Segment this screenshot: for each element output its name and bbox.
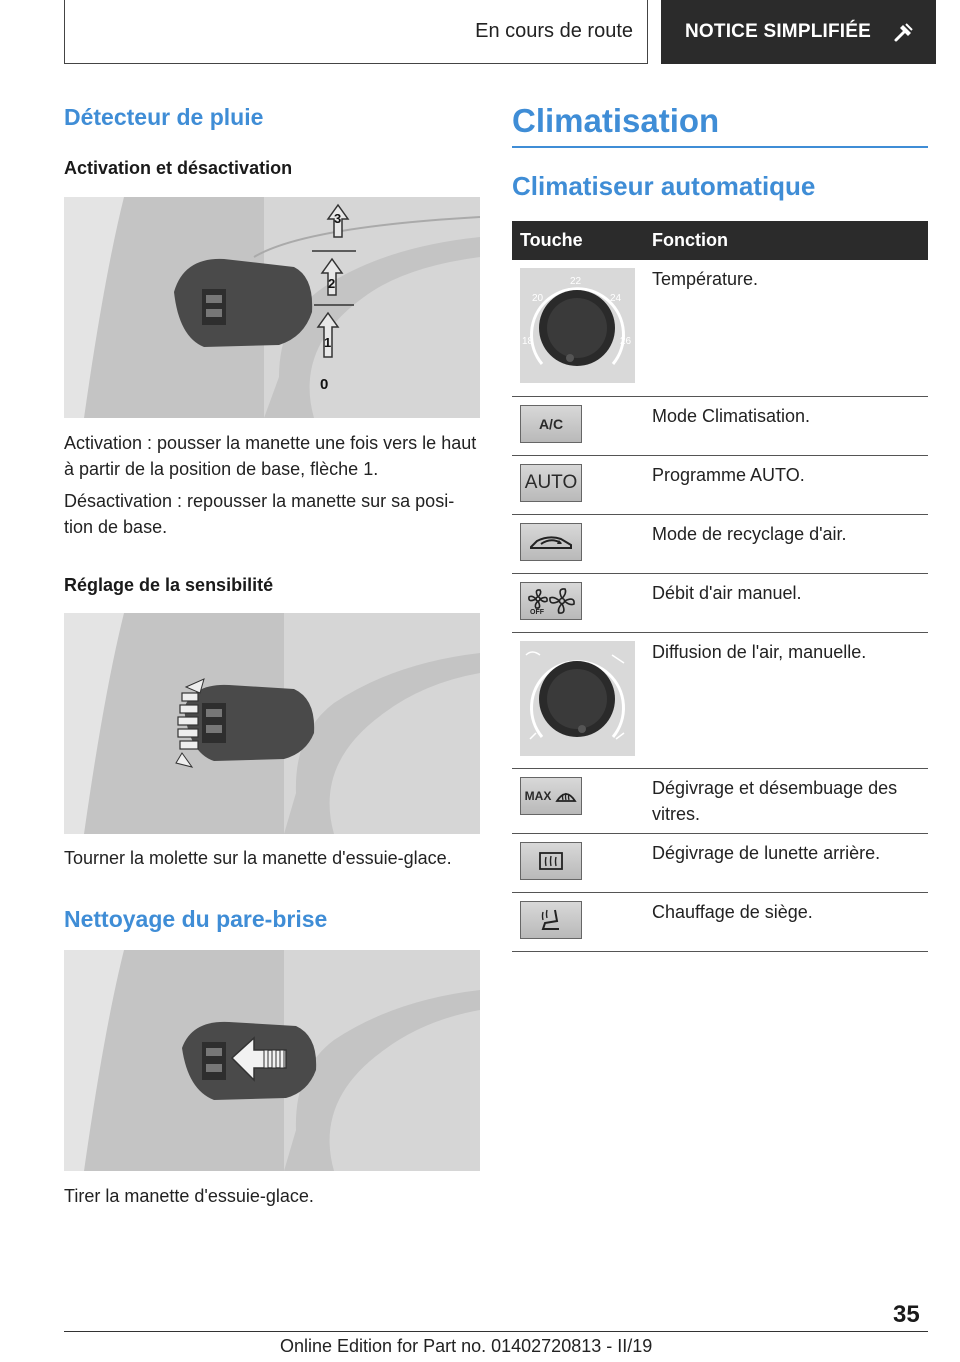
table-row [512, 455, 928, 514]
photo-wiper-stalk-activation [64, 197, 480, 418]
guide-badge [661, 0, 936, 64]
ac-button-icon: A/C [520, 405, 582, 443]
fan-icon [520, 582, 582, 620]
arrow-label-3: 3 [334, 211, 342, 226]
table-row [512, 396, 928, 455]
table-row [512, 573, 928, 632]
seat-heating-icon [520, 901, 582, 939]
subheading-sensitivity: Réglage de la sensibilité [64, 575, 274, 595]
function-label: Dégivrage et désembuage des vitres. [644, 768, 928, 833]
recirculation-icon [520, 523, 582, 561]
function-label: Diffusion de l'air, manuelle. [644, 632, 928, 768]
function-label: Chauffage de siège. [644, 892, 928, 951]
section-heading-windscreen-washing: Nettoyage du pare-brise [64, 906, 328, 932]
paragraph-washing: Tirer la manette d'essuie-glace. [64, 1186, 314, 1206]
table-row [512, 892, 928, 951]
section-heading-rain-sensor: Détecteur de pluie [64, 104, 264, 130]
temp-scale-24: 24 [610, 293, 622, 304]
photo-wiper-washing [64, 950, 480, 1171]
arrow-label-2: 2 [328, 276, 336, 291]
temp-scale-22: 22 [570, 276, 582, 287]
function-label: Mode de recyclage d'air. [644, 514, 928, 573]
paragraph-sensitivity: Tourner la molette sur la manette d'essuie-glace. [64, 848, 452, 868]
table-row [512, 833, 928, 892]
function-label: Dégivrage de lunette arrière. [644, 833, 928, 892]
subheading-activation: Activation et désactivation [64, 158, 293, 178]
function-label: Débit d'air manuel. [644, 573, 928, 632]
page-number: 35 [893, 1301, 920, 1328]
footer-edition: Online Edition for Part no. 01402720813 - II/19 [280, 1336, 653, 1356]
paragraph-deactivation: Désactivation : repousser la manette sur sa posi-tion de base. [64, 491, 455, 537]
arrow-label-1: 1 [324, 335, 332, 350]
svg-text:OFF: OFF [530, 608, 544, 615]
title-rule [512, 146, 928, 148]
temp-scale-18: 18 [522, 336, 534, 347]
column-header-key: Touche [512, 221, 644, 260]
section-tab [64, 0, 648, 64]
function-label: Programme AUTO. [644, 455, 928, 514]
rear-defrost-icon [520, 842, 582, 880]
chapter-title: Climatisation [512, 102, 720, 139]
table-row [512, 632, 928, 768]
photo-wiper-sensitivity-wheel [64, 613, 480, 834]
section-heading-auto-ac: Climatiseur automatique [512, 171, 816, 201]
wrench-icon [893, 21, 915, 43]
arrow-label-0: 0 [320, 376, 329, 393]
function-label: Mode Climatisation. [644, 396, 928, 455]
table-row [512, 768, 928, 833]
auto-button-icon: AUTO [520, 464, 582, 502]
column-header-function: Fonction [644, 221, 928, 260]
climate-controls-table [512, 221, 928, 952]
temp-scale-26: 26 [620, 336, 632, 347]
temp-scale-20: 20 [532, 293, 544, 304]
footer-rule [64, 1331, 928, 1332]
max-defrost-icon: MAX [520, 777, 582, 815]
temperature-knob-icon [520, 268, 635, 383]
paragraph-activation: Activation : pousser la manette une fois vers le haut à partir de la position de base, flèche 1. [64, 433, 477, 479]
function-label: Température. [644, 260, 928, 396]
air-distribution-knob-icon [520, 641, 635, 756]
section-title: En cours de route [475, 20, 633, 42]
table-row [512, 514, 928, 573]
guide-badge-label: NOTICE SIMPLIFIÉE [685, 21, 872, 42]
table-row [512, 260, 928, 396]
